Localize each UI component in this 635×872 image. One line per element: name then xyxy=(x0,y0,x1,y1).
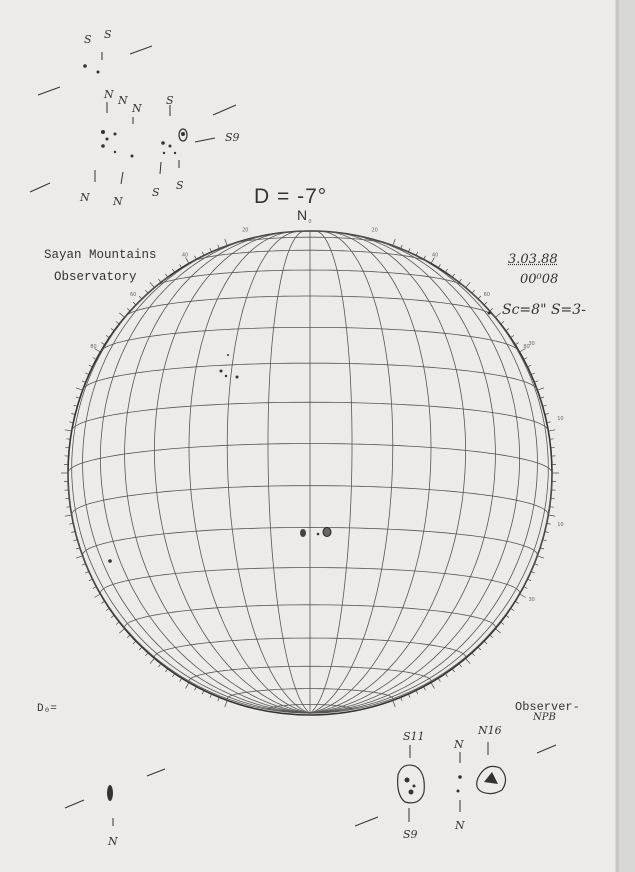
limb-tick xyxy=(165,669,167,672)
limb-tick xyxy=(225,239,227,246)
limb-tick xyxy=(452,669,454,672)
limb-tick xyxy=(89,365,93,367)
observatory-name-line2: Observatory xyxy=(54,270,137,284)
limb-tick xyxy=(82,564,86,566)
limb-tick xyxy=(93,587,97,589)
limb-tick xyxy=(210,248,212,252)
limb-tick xyxy=(524,358,528,360)
limb-tick xyxy=(511,608,514,610)
limb-tick xyxy=(438,264,440,267)
svg-text:N: N xyxy=(455,819,465,832)
limb-tick xyxy=(202,252,204,256)
grid-meridian xyxy=(268,231,310,713)
limb-tick xyxy=(478,647,481,650)
limb-tick xyxy=(66,507,70,508)
limb-scale-label: 60 xyxy=(130,292,137,299)
observatory-name-line1: Sayan Mountains xyxy=(44,248,157,262)
limb-tick xyxy=(393,700,395,707)
limb-tick xyxy=(225,700,227,707)
limb-tick xyxy=(459,279,462,282)
limb-tick xyxy=(515,343,518,345)
svg-text:S: S xyxy=(152,186,160,199)
svg-text:N: N xyxy=(113,195,123,208)
limb-tick xyxy=(172,674,174,677)
limb-scale-label: 20 xyxy=(371,227,378,234)
limb-tick xyxy=(534,564,538,566)
limb-tick xyxy=(534,381,538,383)
observation-date: 3.03.88 xyxy=(508,252,558,267)
north-mark: N xyxy=(297,207,308,223)
limb-scale-label: 80 xyxy=(523,344,530,350)
limb-tick xyxy=(101,343,104,345)
limb-tick xyxy=(101,601,104,603)
limb-tick xyxy=(89,579,93,581)
svg-text:N: N xyxy=(454,738,464,751)
limb-tick xyxy=(186,683,190,689)
limb-tick xyxy=(531,571,535,573)
limb-scale-side-label: 10 xyxy=(557,522,564,529)
d0-label: D₀= xyxy=(37,703,57,715)
limb-tick xyxy=(515,601,518,603)
limb-scale-label: 20 xyxy=(242,227,249,234)
limb-tick xyxy=(218,697,220,701)
limb-tick xyxy=(550,439,554,440)
limb-tick xyxy=(472,653,475,656)
svg-text:S11: S11 xyxy=(403,730,425,743)
limb-tick xyxy=(180,264,182,267)
limb-tick xyxy=(106,608,109,610)
grid-meridian xyxy=(310,232,431,713)
limb-tick xyxy=(172,269,174,272)
limb-tick xyxy=(431,683,435,689)
svg-text:S9: S9 xyxy=(225,131,240,144)
heliographic-grid xyxy=(68,231,552,713)
svg-text:N: N xyxy=(108,835,118,848)
limb-tick xyxy=(528,579,532,581)
limb-tick xyxy=(416,691,418,695)
grid-meridian xyxy=(100,236,310,713)
svg-text:N16: N16 xyxy=(478,724,502,737)
limb-tick xyxy=(438,678,440,681)
limb-tick xyxy=(150,658,155,663)
limb-tick xyxy=(145,653,148,656)
svg-text:S: S xyxy=(176,179,184,192)
limb-scale-label: 40 xyxy=(181,252,189,259)
sunspot-group-center xyxy=(300,528,331,538)
limb-tick xyxy=(119,629,124,634)
limb-tick xyxy=(218,245,220,249)
limb-tick xyxy=(424,687,426,691)
limb-tick xyxy=(195,687,197,691)
limb-tick xyxy=(495,629,500,634)
limb-tick xyxy=(145,290,148,293)
seeing-conditions: Sc=8" S=3- xyxy=(502,302,586,318)
svg-text:S: S xyxy=(104,28,112,41)
sketch-top-labels xyxy=(79,28,240,208)
limb-tick xyxy=(195,256,197,259)
sketch-top xyxy=(30,46,236,192)
limb-tick xyxy=(472,290,475,293)
limb-tick xyxy=(452,274,454,277)
limb-tick xyxy=(76,556,83,558)
limb-tick xyxy=(501,322,504,325)
declination-title: D = -7° xyxy=(254,185,328,208)
limb-scale-side-label: 30 xyxy=(528,597,535,603)
limb-tick xyxy=(133,641,136,644)
limb-scale-side-label: 10 xyxy=(557,415,564,422)
grid-meridian xyxy=(125,234,310,713)
limb-tick xyxy=(133,302,136,305)
limb-tick xyxy=(416,252,418,256)
grid-meridian xyxy=(189,232,310,713)
svg-text:S9: S9 xyxy=(403,828,418,841)
limb-tick xyxy=(484,302,487,305)
limb-tick xyxy=(180,678,182,681)
observation-time: 0⁨0⁩⁰08 xyxy=(520,272,559,287)
limb-tick xyxy=(459,664,462,667)
observer-name: NPB xyxy=(533,712,556,723)
limb-tick xyxy=(111,615,114,617)
limb-tick xyxy=(490,635,493,638)
seeing-marker-dot xyxy=(488,312,491,315)
svg-text:S: S xyxy=(166,94,174,107)
limb-tick xyxy=(159,279,162,282)
limb-scale-label: 60 xyxy=(483,292,490,299)
limb-tick xyxy=(490,308,493,311)
limb-tick xyxy=(401,245,403,249)
limb-tick xyxy=(65,430,72,431)
limb-tick xyxy=(506,615,509,617)
limb-tick xyxy=(111,328,114,330)
limb-tick xyxy=(119,313,124,318)
limb-tick xyxy=(445,269,447,272)
limb-tick xyxy=(159,664,162,667)
limb-tick xyxy=(210,694,212,698)
limb-tick xyxy=(466,658,471,663)
sunspot-group-upper-left xyxy=(220,354,239,379)
limb-tick xyxy=(445,674,447,677)
limb-tick xyxy=(466,282,471,287)
limb-tick xyxy=(531,373,535,375)
limb-tick xyxy=(150,282,155,287)
limb-tick xyxy=(495,313,500,318)
limb-tick xyxy=(484,641,487,644)
limb-scale-label: 80 xyxy=(90,344,97,350)
limb-tick xyxy=(165,274,167,277)
limb-tick xyxy=(408,248,410,252)
limb-tick xyxy=(401,697,403,701)
limb-tick xyxy=(548,430,555,431)
limb-tick xyxy=(537,388,544,390)
svg-text:N: N xyxy=(80,191,90,204)
grid-meridian xyxy=(310,234,495,713)
limb-tick xyxy=(93,358,97,360)
limb-tick xyxy=(76,388,83,390)
limb-tick xyxy=(106,335,109,337)
limb-scale-label: 40 xyxy=(431,252,439,259)
limb-tick xyxy=(537,556,544,558)
sketch-bottom-spots xyxy=(107,772,498,801)
grid-meridian xyxy=(83,244,310,713)
limb-tick xyxy=(528,365,532,367)
limb-tick xyxy=(408,694,410,698)
svg-text:N: N xyxy=(118,94,128,107)
limb-tick xyxy=(202,691,204,695)
limb-tick xyxy=(85,571,89,573)
sketch-bottom xyxy=(65,742,556,826)
limb-tick xyxy=(85,373,89,375)
limb-scale-side-label: 30 xyxy=(528,341,535,347)
limb-tick xyxy=(127,308,130,311)
grid-meridian xyxy=(310,231,352,713)
svg-text:N: N xyxy=(132,102,142,115)
limb-tick xyxy=(548,515,555,516)
limb-tick xyxy=(127,635,130,638)
limb-tick xyxy=(116,322,119,325)
sunspot-east-limb xyxy=(108,559,112,563)
limb-scale-label: 0 xyxy=(308,219,312,225)
limb-tick xyxy=(550,507,554,508)
limb-tick xyxy=(511,335,514,337)
limb-tick xyxy=(94,594,100,598)
limb-tick xyxy=(139,296,142,299)
limb-tick xyxy=(116,622,119,625)
limb-tick xyxy=(139,647,142,650)
observer-label: Observer- xyxy=(515,700,580,714)
sketch-bottom-labels xyxy=(107,724,502,848)
grid-meridian xyxy=(310,236,520,713)
limb-tick xyxy=(501,622,504,625)
svg-text:N: N xyxy=(104,88,114,101)
limb-tick xyxy=(524,587,528,589)
limb-tick xyxy=(424,256,426,259)
limb-tick xyxy=(393,239,395,246)
limb-tick xyxy=(82,381,86,383)
limb-tick xyxy=(520,594,526,598)
limb-tick xyxy=(65,515,72,516)
svg-text:S: S xyxy=(84,33,92,46)
limb-tick xyxy=(66,439,70,440)
limb-tick xyxy=(478,296,481,299)
limb-tick xyxy=(506,328,509,330)
